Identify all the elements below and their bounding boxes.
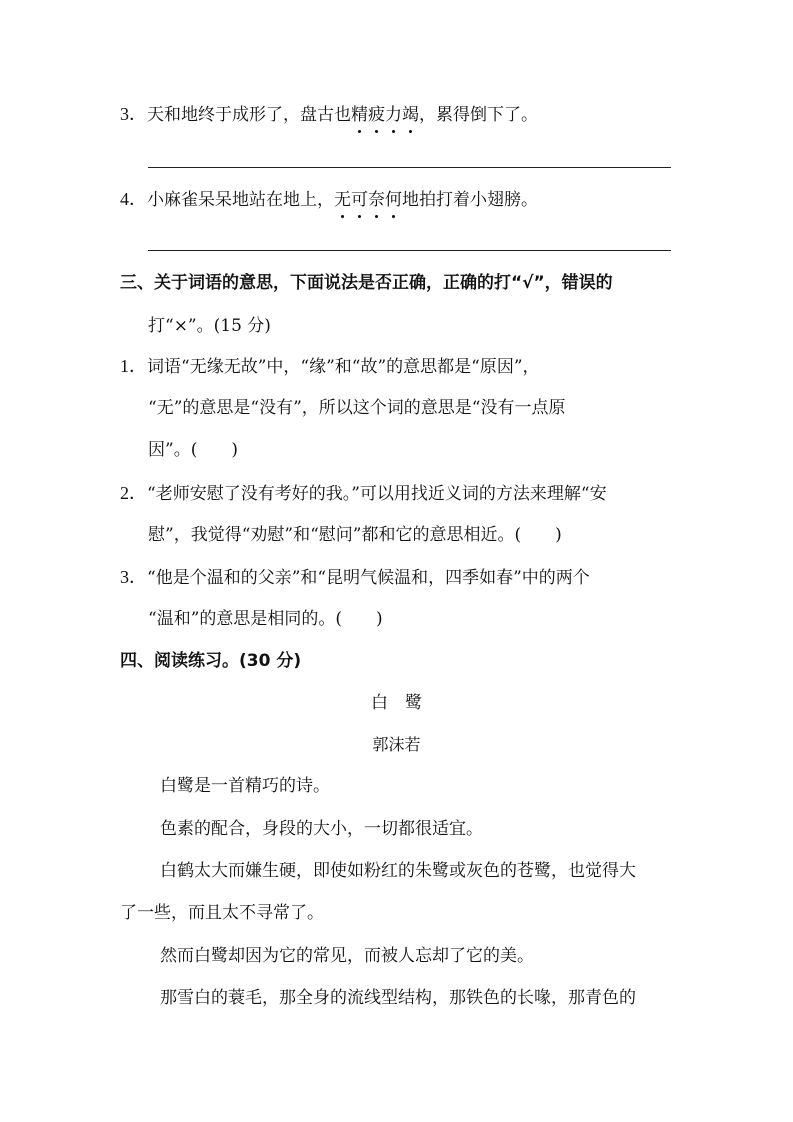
answer-line[interactable]	[148, 167, 671, 168]
item-text: “他是个温和的父亲”和“昆明气候温和，四季如春”中的两个	[147, 568, 590, 588]
section-3-heading-cont: 打“×”。(15 分)	[148, 316, 271, 336]
item-1-line-1	[120, 355, 540, 378]
item-2-line-1	[120, 482, 607, 505]
question-4	[120, 188, 538, 211]
item-text: 词语“无缘无故”中，“缘”和“故”的意思都是“原因”，	[147, 357, 540, 377]
dotted-char: 疲	[368, 105, 385, 125]
question-text: 天和地终于成形了，盘古也	[147, 105, 351, 125]
passage-title: 白 鹭	[371, 693, 422, 713]
question-text: ，累得倒下了。	[419, 105, 538, 125]
question-text: 地拍打着小翅膀。	[402, 190, 538, 210]
item-number: 2．	[120, 483, 147, 503]
dotted-char: 奈	[368, 190, 385, 210]
passage-paragraph: 白鹤太大而嫌生硬，即使如粉红的朱鹭或灰色的苍鹭，也觉得大	[160, 861, 636, 881]
item-number: 3．	[120, 567, 147, 587]
dotted-char: 可	[351, 190, 368, 210]
question-text: 小麻雀呆呆地站在地上，	[147, 190, 334, 210]
dotted-char: 精	[351, 105, 368, 125]
dotted-char: 竭	[402, 105, 419, 125]
question-number: 4．	[120, 189, 147, 209]
item-3-line-1	[120, 566, 590, 589]
passage-paragraph-cont: 了一些，而且太不寻常了。	[120, 903, 324, 923]
item-number: 1．	[120, 356, 147, 376]
dotted-char: 无	[334, 190, 351, 210]
item-2-line-2: 慰”，我觉得“劝慰”和“慰问”都和它的意思相近。( )	[148, 525, 562, 545]
question-number: 3．	[120, 104, 147, 124]
passage-paragraph: 然而白鹭却因为它的常见，而被人忘却了它的美。	[160, 946, 534, 966]
passage-paragraph: 白鹭是一首精巧的诗。	[160, 776, 330, 796]
question-3	[120, 103, 538, 126]
section-4-heading: 四、阅读练习。(30 分)	[120, 651, 302, 671]
item-3-line-2: “温和”的意思是相同的。( )	[148, 609, 383, 629]
passage-author: 郭沫若	[372, 735, 421, 754]
dotted-char: 力	[385, 105, 402, 125]
passage-paragraph: 色素的配合，身段的大小，一切都很适宜。	[160, 819, 483, 839]
answer-line[interactable]	[148, 250, 671, 251]
dotted-char: 何	[385, 190, 402, 210]
item-text: “老师安慰了没有考好的我。”可以用找近义词的方法来理解“安	[147, 484, 607, 504]
passage-paragraph: 那雪白的蓑毛，那全身的流线型结构，那铁色的长喙，那青色的	[160, 988, 636, 1008]
item-1-line-2: “无”的意思是“没有”，所以这个词的意思是“没有一点原	[148, 398, 566, 418]
item-1-line-3: 因”。( )	[148, 440, 238, 460]
section-3-heading: 三、关于词语的意思，下面说法是否正确，正确的打“√”，错误的	[120, 273, 613, 293]
